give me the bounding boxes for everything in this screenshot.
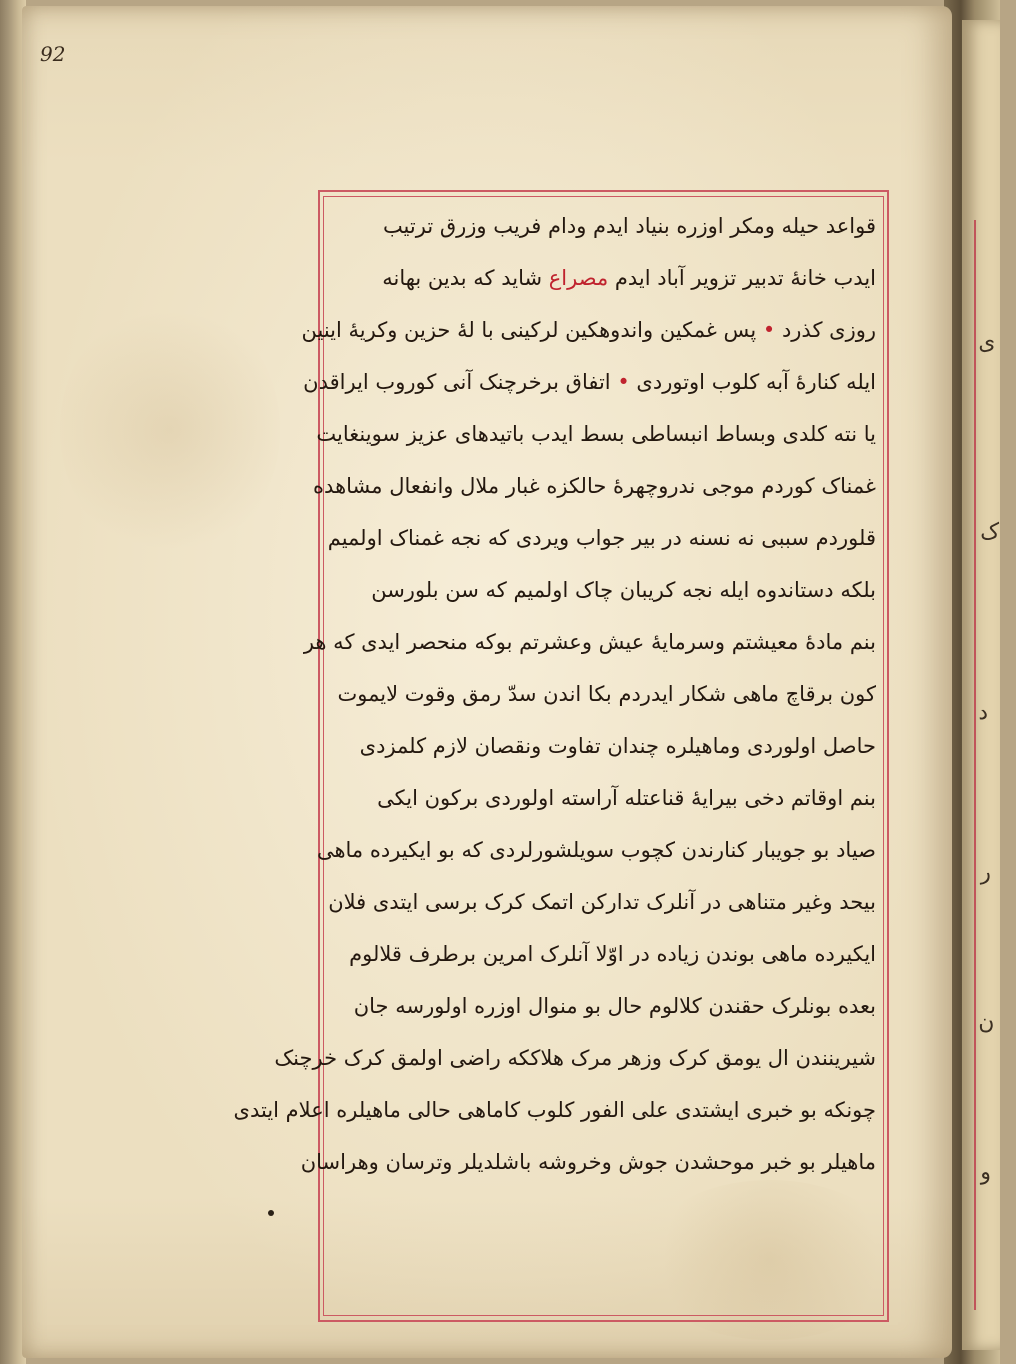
text-line-5 — [316, 410, 876, 458]
line-text: ایکیرده ماهی بوندن زیاده در اوّلا آنلرک امرین برطرف قلالوم — [349, 942, 876, 966]
text-line-3 — [301, 306, 876, 354]
folio-number: 92 — [40, 42, 66, 66]
line-text: بعده بونلرک حقندن کلالوم حال بو منوال اوزره اولورسه جان — [353, 994, 876, 1018]
line-text: قواعد حیله ومکر اوزره بنیاد ایدم ودام فریب وزرق ترتیب — [382, 214, 876, 238]
rubric-dot: • — [617, 370, 630, 394]
text-line-1 — [330, 202, 876, 250]
line-text: روزی کذرد — [781, 318, 876, 342]
line-text: ایله کنارهٔ آبه کلوب اوتوردی — [636, 370, 876, 394]
facing-page-frame — [974, 220, 1016, 1310]
text-line-8 — [330, 566, 876, 614]
rubric-word: مصراع — [548, 266, 609, 290]
line-text: پس غمکین واندوهکین لرکینی با لهٔ حزین وکریهٔ اینین — [301, 318, 757, 342]
text-line-15 — [330, 930, 876, 978]
line-text: قلوردم سببی نه نسنه در بیر جواب ویردی که نجه غمناک اولمیم — [327, 526, 876, 550]
facing-page-glyph: ن — [977, 1009, 996, 1036]
line-text: ایدب خانهٔ تدبیر تزویر آباد ایدم — [614, 266, 876, 290]
line-text: بلکه دستاندوه ایله نجه کریبان چاک اولمیم که سن بلورسن — [371, 578, 876, 602]
text-line-13 — [316, 826, 876, 874]
text-line-16 — [330, 982, 876, 1030]
text-line-11 — [330, 722, 876, 770]
rubric-dot: • — [762, 318, 776, 342]
facing-page-glyph: د — [977, 699, 989, 726]
line-text: شاید که بدین بهانه — [382, 266, 543, 290]
text-line-12 — [330, 774, 876, 822]
facing-page-glyph: ر — [979, 859, 992, 886]
paper-stain — [60, 300, 280, 560]
line-text: بنم اوقاتم دخی بیرایهٔ قناعتله آراسته اولوردی برکون ایکی — [377, 786, 876, 810]
line-text: صیاد بو جویبار کنارندن کچوب سویلشورلردی که بو ایکیرده ماهی — [316, 838, 876, 862]
text-line-4 — [303, 358, 876, 406]
line-text: ماهیلر بو خبر موحشدن جوش وخروشه باشلدیلر وترسان وهراسان — [300, 1150, 876, 1174]
line-text: حاصل اولوردی وماهیلره چندان تفاوت ونقصان لازم کلمزدی — [359, 734, 876, 758]
line-text: چونکه بو خبری ایشتدی علی الفور کلوب کاماهی حالی ماهیلره اعلام ایتدی — [233, 1098, 876, 1122]
text-block — [233, 202, 876, 1312]
facing-page-glyph: و — [979, 1159, 992, 1186]
ink-dot — [268, 1210, 274, 1216]
line-text: اتفاق برخرچنک آنی کوروب ایراقدن — [303, 370, 611, 394]
line-text: بیحد وغیر متناهی در آنلرک تدارکن اتمک کرک برسی ایتدی فلان — [328, 890, 876, 914]
line-text: کون برقاچ ماهی شکار ایدردم بکا اندن سدّ رمق وقوت لایموت — [337, 682, 876, 706]
line-text: بنم مادهٔ معیشتم وسرمایهٔ عیش وعشرتم بوکه منحصر ایدی که هر — [303, 630, 876, 654]
text-line-18 — [233, 1086, 876, 1134]
line-text: غمناک کوردم موجی ندروچهرهٔ حالکزه غبار ملال وانفعال مشاهده — [313, 474, 876, 498]
text-line-7 — [327, 514, 876, 562]
text-line-2 — [330, 254, 876, 302]
line-text: شیرینندن ال یومق کرک وزهر مرک هلاککه راضی اولمق کرک خرچنک — [274, 1046, 876, 1070]
text-line-9 — [303, 618, 876, 666]
text-line-6 — [313, 462, 876, 510]
facing-page-glyph: ی — [977, 329, 997, 356]
text-line-10 — [330, 670, 876, 718]
text-line-19 — [300, 1138, 876, 1186]
line-text: یا نته کلدی وبساط انبساطی بسط ایدب باتیدهای عزیز سوینغایت — [316, 422, 876, 446]
text-line-14 — [330, 878, 876, 926]
facing-page-glyph: ک — [979, 519, 1001, 546]
text-line-17 — [274, 1034, 876, 1082]
